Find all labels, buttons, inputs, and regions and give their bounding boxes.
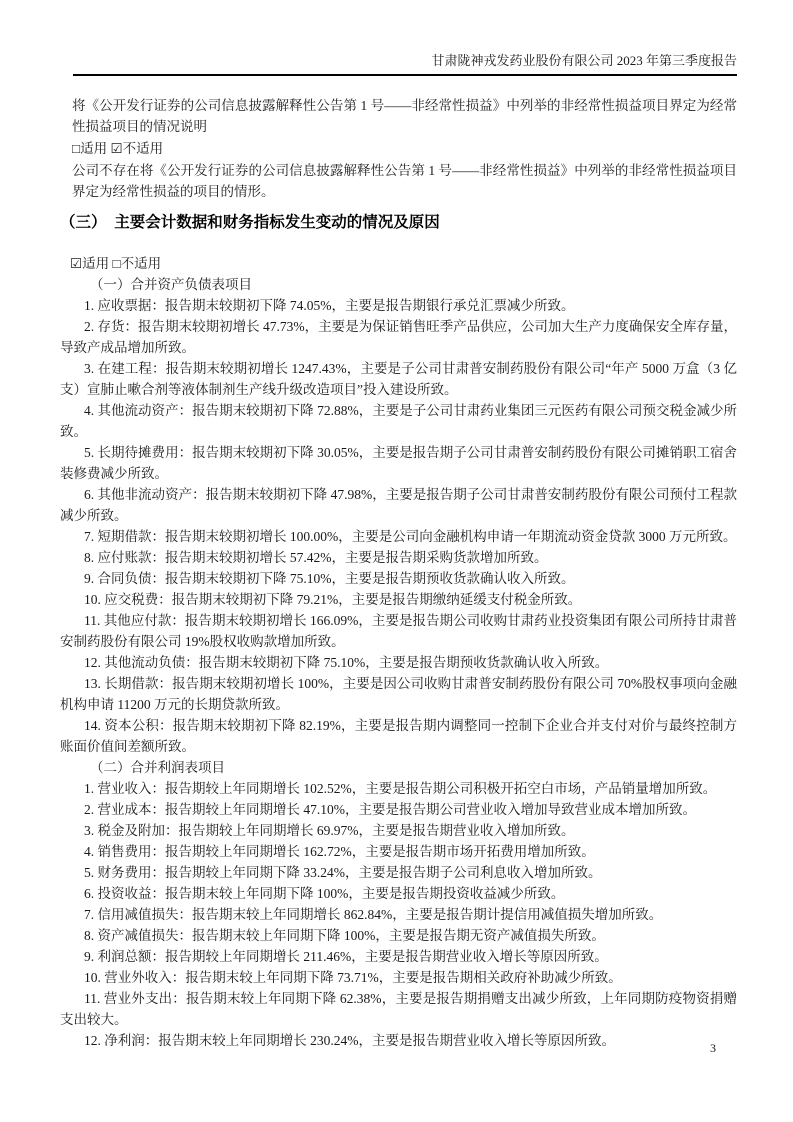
change-item: 11. 营业外支出：报告期末较上年同期下降 62.38%，主要是报告期捐赠支出减少所致，上年同期防疫物资捐赠支出较大。 <box>60 991 737 1027</box>
change-item: 7. 信用减值损失：报告期末较上年同期增长 862.84%，主要是报告期计提信用减值损失增加所致。 <box>84 907 663 922</box>
change-item: 3. 税金及附加：报告期较上年同期增长 69.97%，主要是报告期营业收入增加所致。 <box>84 823 575 838</box>
change-item: 10. 营业外收入：报告期末较上年同期下降 73.71%，主要是报告期相关政府补助减少所致。 <box>84 970 622 985</box>
change-item: 3. 在建工程：报告期末较期初增长 1247.43%，主要是子公司甘肃普安制药股份有限公司“年产 5000 万盒（3 亿支）宣肺止嗽合剂等液体制剂生产线升级改造项目”投入建设所致。 <box>60 361 737 397</box>
change-item: 6. 其他非流动资产：报告期末较期初下降 47.98%，主要是报告期子公司甘肃普安制药股份有限公司预付工程款减少所致。 <box>60 487 737 523</box>
change-item: 9. 利润总额：报告期较上年同期增长 211.46%，主要是报告期营业收入增长等原因所致。 <box>84 949 608 964</box>
change-item: 10. 应交税费：报告期末较期初下降 79.21%，主要是报告期缴纳延缓支付税金所致。 <box>84 592 582 607</box>
change-item: 11. 其他应付款：报告期末较期初增长 166.09%，主要是报告期公司收购甘肃药业投资集团有限公司所持甘肃普安制药股份有限公司 19%股权收购款增加所致。 <box>60 613 737 649</box>
change-item: 5. 财务费用：报告期较上年同期下降 33.24%，主要是报告期子公司利息收入增加所致。 <box>84 865 602 880</box>
page-number: 3 <box>710 1041 716 1055</box>
page-header <box>73 52 737 76</box>
nonrecurring-items-explanation: 公司不存在将《公开发行证券的公司信息披露解释性公告第 1 号——非经常性损益》中列举的非经常性损益项目界定为经常性损益的项目的情形。 <box>72 163 737 199</box>
change-item: 12. 净利润：报告期末较上年同期增长 230.24%，主要是报告期营业收入增长等原因所致。 <box>84 1033 615 1048</box>
change-item: 12. 其他流动负债：报告期末较期初下降 75.10%，主要是报告期预收货款确认收入所致。 <box>84 655 609 670</box>
intro-applicability-checkboxes: □适用 ☑不适用 <box>72 141 164 156</box>
section-heading: （三） 主要会计数据和财务指标发生变动的情况及原因 <box>60 214 440 231</box>
page-footer <box>60 1040 737 1056</box>
change-item: 8. 资产减值损失：报告期末较上年同期下降 100%，主要是报告期无资产减值损失所致。 <box>84 928 605 943</box>
report-title: 甘肃陇神戎发药业股份有限公司 2023 年第三季度报告 <box>431 53 737 68</box>
change-item: 1. 营业收入：报告期较上年同期增长 102.52%，主要是报告期公司积极开拓空白市场，产品销量增加所致。 <box>84 781 717 796</box>
change-subsections <box>60 274 737 1051</box>
change-item: 9. 合同负债：报告期末较期初下降 75.10%，主要是报告期预收货款确认收入所致。 <box>84 571 575 586</box>
change-item: 4. 销售费用：报告期较上年同期增长 162.72%，主要是报告期市场开拓费用增加所致。 <box>84 844 595 859</box>
change-item: 7. 短期借款：报告期末较期初增长 100.00%，主要是公司向金融机构申请一年期流动资金贷款 3000 万元所致。 <box>84 529 737 544</box>
page-content <box>60 88 737 1051</box>
change-item: 2. 营业成本：报告期较上年同期增长 47.10%，主要是报告期公司营业收入增加导致营业成本增加所致。 <box>84 802 696 817</box>
subsection-title: （二）合并利润表项目 <box>90 760 225 775</box>
section-applicability-checkboxes: ☑适用 □不适用 <box>70 256 162 271</box>
subsection-title: （一）合并资产负债表项目 <box>90 277 252 292</box>
change-item: 6. 投资收益：报告期末较上年同期下降 100%，主要是报告期投资收益减少所致。 <box>84 886 565 901</box>
change-item: 5. 长期待摊费用：报告期末较期初下降 30.05%，主要是报告期子公司甘肃普安制药股份有限公司摊销职工宿舍装修费减少所致。 <box>60 445 737 481</box>
change-item: 13. 长期借款：报告期末较期初增长 100%，主要是因公司收购甘肃普安制药股份有限公司 70%股权事项向金融机构申请 11200 万元的长期贷款所致。 <box>60 676 737 712</box>
change-item: 2. 存货：报告期末较期初增长 47.73%，主要是为保证销售旺季产品供应，公司加大生产力度确保安全库存量，导致产成品增加所致。 <box>60 319 737 355</box>
change-item: 4. 其他流动资产：报告期末较期初下降 72.88%，主要是子公司甘肃药业集团三元医药有限公司预交税金减少所致。 <box>60 403 737 439</box>
change-item: 1. 应收票据：报告期末较期初下降 74.05%，主要是报告期银行承兑汇票减少所致。 <box>84 298 575 313</box>
nonrecurring-items-statement: 将《公开发行证券的公司信息披露解释性公告第 1 号——非经常性损益》中列举的非经常性损益项目界定为经常性损益项目的情况说明 <box>72 98 737 134</box>
change-item: 8. 应付账款：报告期末较期初增长 57.42%，主要是报告期采购货款增加所致。 <box>84 550 548 565</box>
change-item: 14. 资本公积：报告期末较期初下降 82.19%，主要是报告期内调整同一控制下企业合并支付对价与最终控制方账面价值间差额所致。 <box>60 718 737 754</box>
